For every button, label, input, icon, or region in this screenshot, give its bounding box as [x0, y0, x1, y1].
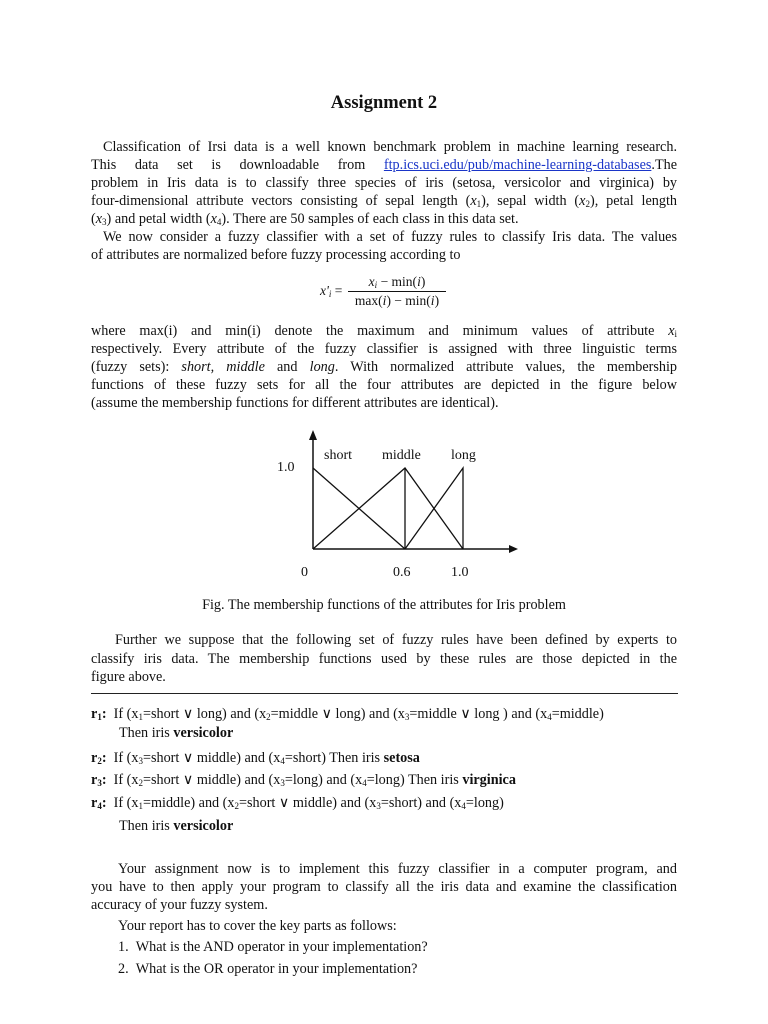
- formula-fraction: [348, 274, 446, 309]
- intro-line-3: problem in Iris data is to classify three species of iris (setosa, versicolor and virginica) by: [91, 175, 677, 191]
- x-tick-1: 1.0: [451, 565, 469, 580]
- x-tick-0-6: 0.6: [393, 565, 411, 580]
- para2-line-2: respectively. Every attribute of the fuzzy classifier is assigned with three linguistic terms: [91, 341, 677, 357]
- intro-line-1: Classification of Irsi data is a well known benchmark problem in machine learning research.: [103, 139, 677, 155]
- x-tick-0: 0: [301, 565, 308, 580]
- intro-line-4: four-dimensional attribute vectors consisting of sepal length $(x_1)$, sepal width $(x_2)$, petal length: [91, 193, 677, 209]
- rule-r2: $r_2$: If ($x_3=short$ ∨ middle) and $(x_4=short)$ Then iris setosa: [91, 750, 420, 766]
- y-axis-arrow-icon: [309, 430, 317, 440]
- figure-caption: Fig. The membership functions of the attributes for Iris problem: [202, 597, 566, 613]
- y-tick-1: 1.0: [277, 460, 295, 475]
- label-short: short: [324, 448, 352, 463]
- para4-line-3: accuracy of your fuzzy system.: [91, 897, 268, 913]
- list-item: 1. What is the AND operator in your implementation?: [118, 939, 428, 955]
- label-long: long: [451, 448, 476, 463]
- formula-lhs: $x'_i$ =: [320, 283, 343, 299]
- rule-r1: $r_1$: If ($x_1=short$ ∨ long) and ($x_2=middle$ ∨ long) and ($x_3=middle$ ∨ long ) and $(x_4=middle)$: [91, 706, 604, 722]
- label-middle: middle: [382, 448, 421, 463]
- formula-numerator: $x_i - \min(i)$: [348, 274, 446, 292]
- para3-line-1: Further we suppose that the following set of fuzzy rules have been defined by experts to: [115, 632, 677, 648]
- para2-line-4: functions of these fuzzy sets for all the four attributes are depicted in the figure below: [91, 377, 677, 393]
- para2-line-3: (fuzzy sets): short, middle and long. With normalized attribute values, the membership: [91, 359, 678, 375]
- para3-line-2: classify iris data. The membership functions used by these rules are those depicted in the: [91, 651, 677, 667]
- para2-line-1: where max(i) and min(i) denote the maximum and minimum values of attribute $x_i$: [91, 323, 678, 339]
- dataset-link[interactable]: ftp.ics.uci.edu/pub/machine-learning-databases: [383, 157, 652, 173]
- normalization-formula: [318, 274, 458, 314]
- para4-line-2: you have to then apply your program to classify all the iris data and examine the classification: [91, 879, 677, 895]
- membership-figure: [260, 428, 520, 588]
- list-item: 2. What is the OR operator in your implementation?: [118, 961, 418, 977]
- intro-line-6: We now consider a fuzzy classifier with a set of fuzzy rules to classify Iris data. The values: [103, 229, 677, 245]
- middle-membership-line: [313, 468, 463, 549]
- intro-line-7: of attributes are normalized before fuzzy processing according to: [91, 247, 461, 263]
- x-axis-arrow-icon: [509, 545, 518, 553]
- section-divider: [91, 693, 678, 694]
- para3-line-3: figure above.: [91, 669, 166, 685]
- rule-r4: $r_4$: If $(x_1=middle)$ and ($x_2=short$ ∨ middle) and $(x_3=short)$ and $(x_4=long)$: [91, 795, 504, 811]
- para4-line-4: Your report has to cover the key parts as follows:: [118, 918, 397, 934]
- rule-r1-then: Then iris versicolor: [119, 725, 234, 741]
- para4-line-1: Your assignment now is to implement this fuzzy classifier in a computer program, and: [118, 861, 677, 877]
- intro-line-5: $(x_3)$ and petal width $(x_4)$. There are 50 samples of each class in this data set.: [91, 211, 519, 227]
- para2-line-5: (assume the membership functions for different attributes are identical).: [91, 395, 499, 411]
- formula-denominator: max(i) − min(i): [354, 293, 440, 308]
- intro-line-2: This data set is downloadable from ftp.ics.uci.edu/pub/machine-learning-databases.The: [91, 157, 677, 173]
- rule-r3: $r_3$: If ($x_2=short$ ∨ middle) and $(x_3=long)$ and $(x_4=long)$ Then iris virginica: [91, 772, 516, 788]
- rule-r4-then: Then iris versicolor: [119, 818, 234, 834]
- page-title: Assignment 2: [330, 93, 438, 113]
